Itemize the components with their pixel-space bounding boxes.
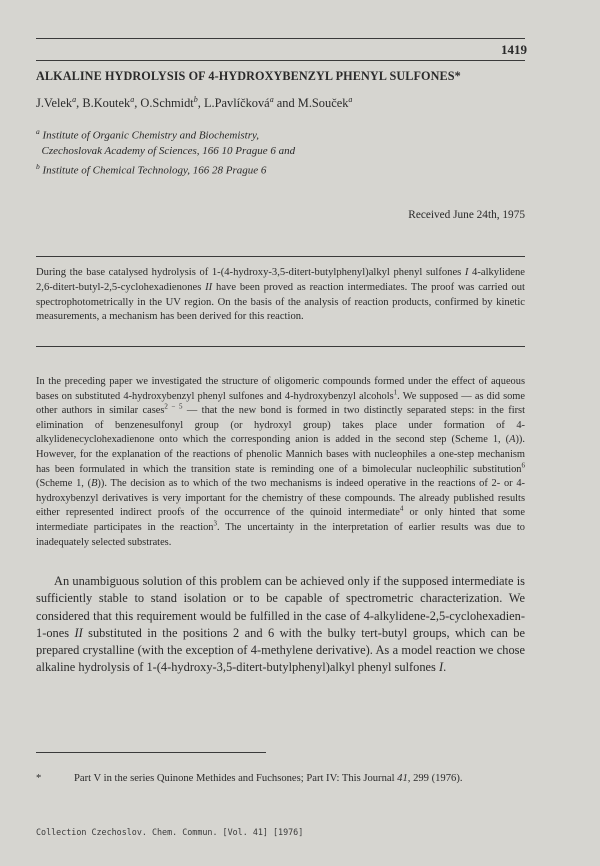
- affiliation-line: Institute of Chemical Technology, 166 28 Prague 6: [42, 164, 267, 177]
- body-text: )). However, for the explanation of the reactions of phenolic Mannich bases with nucleophiles a one-step mechanism has been formulated in which the transition state is reminding one of a bimolecular nucleophilic substitution: [36, 434, 525, 475]
- body-text: . The uncertainty in the interpretation of earlier results was due to inadequately selected substrates.: [36, 521, 525, 548]
- author-affiliation-mark: a: [72, 95, 77, 104]
- body-text: )). The decision as to which of the two mechanisms is indeed operative in the reactions of 2- or 4-hydroxybenzyl derivatives is very important for the chemistry of these compounds. The already published results either represented indirect proofs of the occurrence of the quinoid intermediate: [36, 478, 525, 519]
- affiliation-mark: b: [36, 161, 40, 171]
- footnote-mark: *: [36, 773, 42, 784]
- body-text: An unambiguous solution of this problem can be achieved only if the supposed intermediate is sufficiently stable to stand isolation or to be capable of spectrometric characterization. We considered that this requirement would be fulfilled in the case of 4-alkylidene-2,5-cyclohexadien-1-ones: [36, 574, 525, 640]
- affiliations: [36, 124, 295, 178]
- footnote-text: Part V in the series Quinone Methides and Fuchsones; Part IV: This Journal: [74, 773, 398, 784]
- footnote-volume: 41,: [397, 773, 411, 784]
- author-list: J.Velek$^a$, B.Koutek$^a$, O.Schmidt$^b$, L.Pavlíčková$^a$ and M.Souček$^a$: [36, 95, 353, 111]
- author-affiliation-mark: b: [193, 95, 198, 104]
- affiliation-line: Institute of Organic Chemistry and Biochemistry,: [42, 129, 260, 142]
- footnote-rule: [36, 752, 266, 753]
- author-name: L.Pavlíčková: [203, 96, 270, 111]
- abstract-rule-bottom: [36, 346, 525, 347]
- reference-mark: 2 − 5: [164, 402, 183, 411]
- compound-label: II: [205, 281, 213, 293]
- journal-citation-line: Collection Czechoslov. Chem. Commun. [Vol. 41] [1976]: [36, 827, 304, 837]
- scheme-label: A: [509, 434, 516, 446]
- received-date: Received June 24th, 1975: [408, 209, 525, 221]
- abstract-rule-top: [36, 256, 525, 257]
- author-conjunction: and: [276, 96, 295, 111]
- author-name: O.Schmidt: [140, 96, 194, 111]
- footnote-text: 299 (1976).: [410, 773, 463, 784]
- reference-mark: 6: [521, 461, 525, 470]
- compound-label: I: [438, 660, 444, 675]
- affiliation-line: Czechoslovak Academy of Sciences, 166 10 Prague 6 and: [41, 144, 296, 157]
- scheme-label: B: [91, 478, 98, 490]
- author-affiliation-mark: a: [348, 95, 353, 104]
- body-text: In the preceding paper we investigated the structure of oligomeric compounds formed under the effect of aqueous bases on substituted 4-hydroxybenzyl phenyl sulfones and 4-hydroxybenzyl alcohols: [36, 376, 525, 402]
- author-name: M.Souček: [297, 96, 349, 111]
- body-paragraph: [36, 573, 525, 677]
- footnote: [36, 772, 525, 787]
- abstract: [36, 266, 525, 325]
- body-text: . We supposed — as did some other authors in similar cases: [36, 390, 525, 417]
- compound-label: I: [464, 267, 469, 278]
- body-text: or only hinted that some intermediate participates in the reaction: [36, 507, 525, 533]
- reference-mark: 1: [393, 388, 398, 397]
- author-name: B.Koutek: [82, 96, 131, 111]
- abstract-text: have been proved as reaction intermediates. The proof was carried out spectrophotometrically in the UV region. On the basis of the analysis of reaction products, confirmed by kinetic measurements, a mechanism has been derived for this reaction.: [36, 281, 525, 323]
- intro-paragraph: [36, 375, 525, 550]
- page-number: 1419: [501, 42, 527, 57]
- abstract-text: 4-alkylidene 2,6-ditert-butyl-2,5-cyclohexadienones: [36, 267, 525, 293]
- article-title: ALKALINE HYDROLYSIS OF 4-HYDROXYBENZYL PHENYL SULFONES*: [36, 69, 461, 83]
- author-affiliation-mark: a: [269, 95, 274, 104]
- compound-label: II: [74, 625, 83, 640]
- affiliation-mark: a: [36, 127, 40, 136]
- body-text: — that the new bond is formed in two distinctly separated steps: in the first elimination of benzenesulfonyl group (or hydroxyl group) takes place under formation of 4-alkylidenecyclohexadienone onto which the corresponding anion is added in the second step (Scheme 1, (: [36, 405, 525, 446]
- reference-mark: 3: [213, 519, 217, 528]
- author-affiliation-mark: a: [130, 95, 135, 104]
- header-rule: [36, 38, 525, 39]
- abstract-text: During the base catalysed hydrolysis of 1-(4-hydroxy-3,5-ditert-butylphenyl)alkyl phenyl sulfones: [36, 267, 465, 278]
- body-text: .: [443, 660, 447, 675]
- body-text: substituted in the positions 2 and 6 with the bulky tert-butyl groups, which can be prepared crystalline (with the exception of 4-methylene derivative). As a model reaction we chose alkaline hydrolysis of 1-(4-hydroxy-3,5-ditert-butylphenyl)alkyl phenyl sulfones: [36, 625, 525, 675]
- header-rule-lower: [36, 60, 525, 61]
- body-text: (Scheme 1, (: [36, 478, 92, 490]
- reference-mark: 4: [399, 504, 404, 513]
- author-name: J.Velek: [36, 96, 73, 111]
